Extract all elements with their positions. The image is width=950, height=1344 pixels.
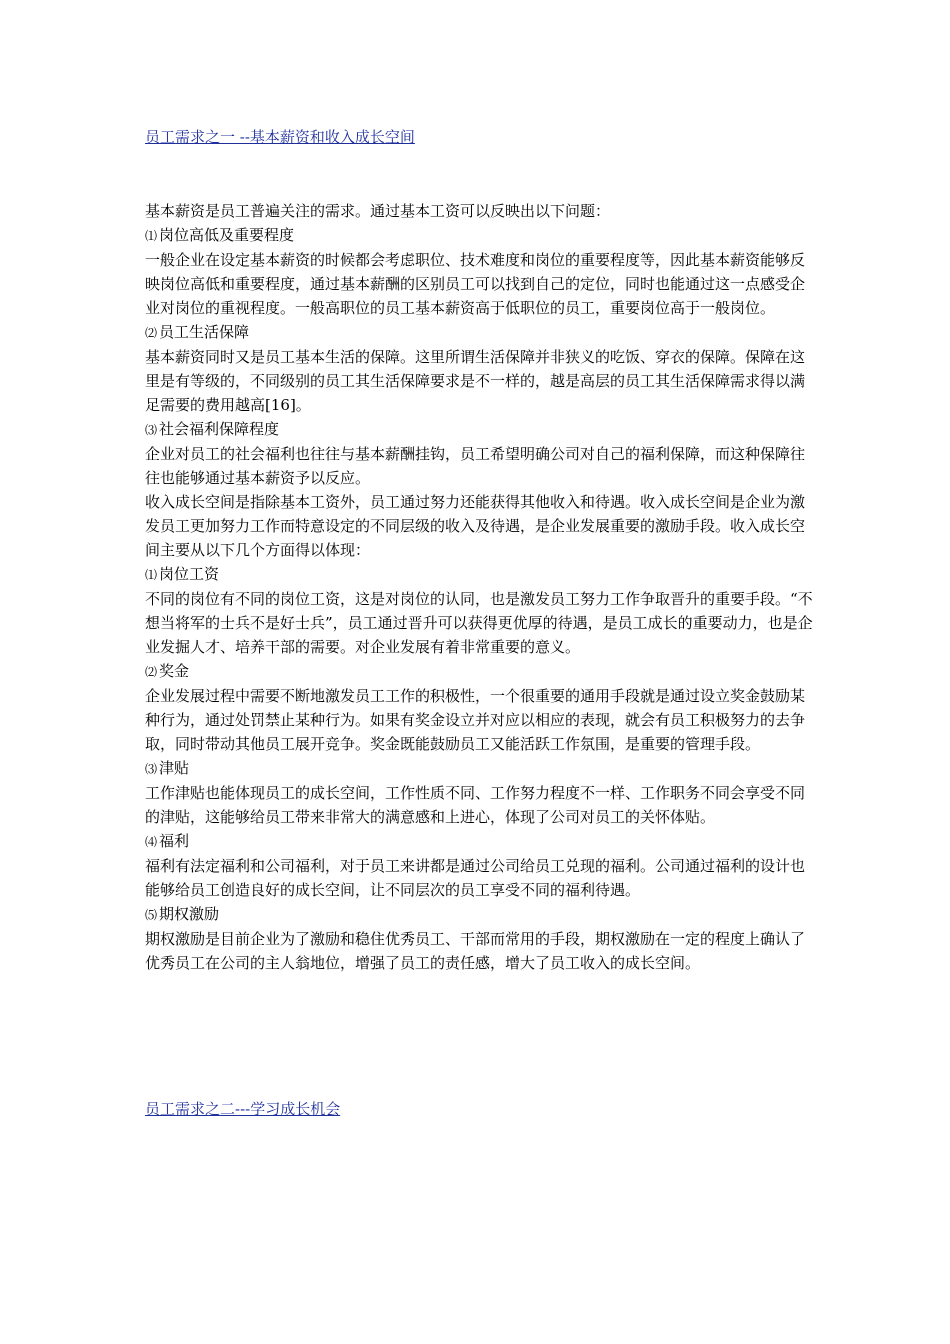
body-paragraph: 不同的岗位有不同的岗位工资，这是对岗位的认同，也是激发员工努力工作争取晋升的重要手段。“不想当将军的士兵不是好士兵”，员工通过晋升可以获得更优厚的待遇，是员工成长的重要动力，也是企业发掘人才、培养干部的需要。对企业发展有着非常重要的意义。 [145,590,813,656]
body-paragraph: 企业发展过程中需要不断地激发员工工作的积极性，一个很重要的通用手段就是通过设立奖金鼓励某种行为，通过处罚禁止某种行为。如果有奖金设立并对应以相应的表现，就会有员工积极努力的去争取，同时带动其他员工展开竞争。奖金既能鼓励员工又能活跃工作氛围，是重要的管理手段。 [145,687,806,753]
list-item-heading [145,223,815,248]
body-paragraph: 收入成长空间是指除基本工资外，员工通过努力还能获得其他收入和待遇。收入成长空间是企业为激发员工更加努力工作而特意设定的不同层级的收入及待遇，是企业发展重要的激励手段。收入成长空间主要从以下几个方面得以体现： [145,493,806,559]
body-paragraph: 企业对员工的社会福利也往往与基本薪酬挂钩，员工希望明确公司对自己的福利保障，而这种保障往往也能够通过基本薪资予以反应。 [145,445,806,487]
list-item-heading [145,902,815,927]
list-item-heading [145,659,815,684]
item-number: ⑶ [145,762,158,776]
item-number: ⑵ [145,665,158,679]
body-paragraph: 基本薪资同时又是员工基本生活的保障。这里所谓生活保障并非狭义的吃饭、穿衣的保障。保障在这里是有等级的，不同级别的员工其生活保障要求是不一样的，越是高层的员工其生活保障需求得以满足需要的费用越高[16]。 [145,348,806,414]
section-link-2[interactable]: 员工需求之二---学习成长机会 [145,1100,341,1118]
item-label: 员工生活保障 [159,323,250,341]
item-label: 岗位工资 [159,565,220,583]
item-label: 福利 [159,832,190,850]
list-item-heading [145,562,815,587]
item-number: ⑴ [145,568,158,582]
item-label: 奖金 [159,662,190,680]
body-paragraph: 基本薪资是员工普遍关注的需求。通过基本工资可以反映出以下问题： [145,202,611,220]
item-number: ⑷ [145,835,158,849]
item-number: ⑵ [145,326,158,340]
item-label: 社会福利保障程度 [159,420,280,438]
item-number: ⑴ [145,229,158,243]
section-link-1[interactable]: 员工需求之一 --基本薪资和收入成长空间 [145,128,415,146]
body-paragraph: 一般企业在设定基本薪资的时候都会考虑职位、技术难度和岗位的重要程度等，因此基本薪资能够反映岗位高低和重要程度，通过基本薪酬的区别员工可以找到自己的定位，同时也能通过这一点感受企业对岗位的重视程度。一般高职位的员工基本薪资高于低职位的员工，重要岗位高于一般岗位。 [145,251,806,317]
document-body [145,199,815,975]
item-label: 岗位高低及重要程度 [159,226,295,244]
list-item-heading [145,320,815,345]
item-label: 期权激励 [159,905,220,923]
list-item-heading [145,829,815,854]
body-paragraph: 福利有法定福利和公司福利，对于员工来讲都是通过公司给员工兑现的福利。公司通过福利的设计也能够给员工创造良好的成长空间，让不同层次的员工享受不同的福利待遇。 [145,857,806,899]
list-item-heading [145,756,815,781]
item-number: ⑸ [145,908,158,922]
list-item-heading [145,417,815,442]
item-label: 津贴 [159,759,190,777]
item-number: ⑶ [145,423,158,437]
body-paragraph: 期权激励是目前企业为了激励和稳住优秀员工、干部而常用的手段，期权激励在一定的程度上确认了优秀员工在公司的主人翁地位，增强了员工的责任感，增大了员工收入的成长空间。 [145,930,806,972]
body-paragraph: 工作津贴也能体现员工的成长空间，工作性质不同、工作努力程度不一样、工作职务不同会享受不同的津贴，这能够给员工带来非常大的满意感和上进心，体现了公司对员工的关怀体贴。 [145,784,806,826]
